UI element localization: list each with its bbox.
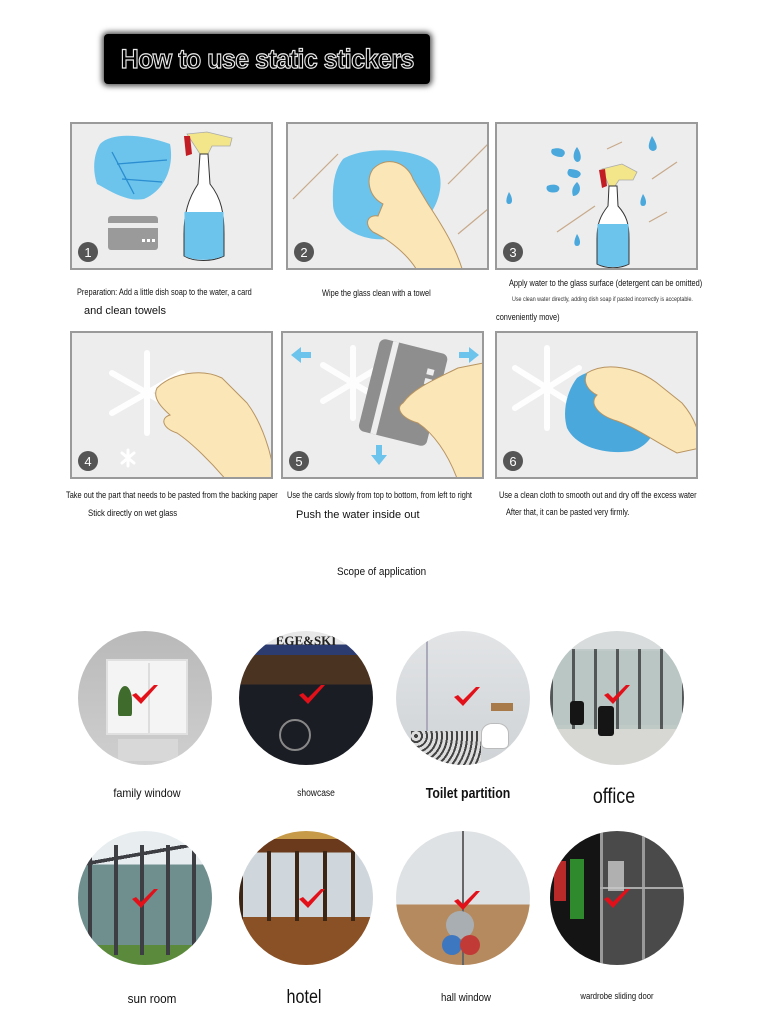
step-number-badge: 5 bbox=[289, 451, 309, 471]
wardrobe-sliding-door-photo bbox=[550, 831, 684, 965]
sun-room-photo bbox=[78, 831, 212, 965]
office-photo bbox=[550, 631, 684, 765]
scope-label-hotel: hotel bbox=[286, 987, 322, 1008]
checkmark-icon bbox=[602, 887, 632, 911]
card-squeegee-arrows-icon bbox=[283, 333, 484, 479]
step-number-badge: 4 bbox=[78, 451, 98, 471]
checkmark-icon bbox=[452, 685, 482, 709]
title-banner bbox=[104, 34, 430, 84]
step-number-badge: 3 bbox=[503, 242, 523, 262]
step-panel-2 bbox=[286, 122, 489, 270]
showcase-photo: EGE&SKI bbox=[239, 631, 373, 765]
step-4-caption-line-2: Stick directly on wet glass bbox=[88, 508, 178, 519]
scope-label-sun-room: sun room bbox=[127, 991, 177, 1006]
hall-window-photo bbox=[396, 831, 530, 965]
step-5-caption-line-2: Push the water inside out bbox=[296, 509, 420, 521]
spray-water-drops-icon bbox=[497, 124, 698, 270]
scope-label-hall-window: hall window bbox=[440, 992, 492, 1004]
step-number-badge: 6 bbox=[503, 451, 523, 471]
step-3-caption-line-2: Use clean water directly, adding dish soap if pasted incorrectly is acceptable. bbox=[512, 296, 693, 303]
scope-label-office: office bbox=[592, 785, 636, 808]
scope-label-family-window: family window bbox=[113, 786, 181, 800]
spray-bottle-towel-card-icon bbox=[72, 124, 273, 270]
cloth-dry-snowflake-icon bbox=[497, 333, 698, 479]
step-panel-5 bbox=[281, 331, 484, 479]
step-3-caption-line-3: conveniently move) bbox=[496, 312, 560, 322]
checkmark-icon bbox=[297, 683, 327, 707]
step-panel-3 bbox=[495, 122, 698, 270]
family-window-photo bbox=[78, 631, 212, 765]
step-4-caption-line-1: Take out the part that needs to be pasted from the backing paper bbox=[66, 490, 278, 500]
checkmark-icon bbox=[130, 683, 160, 707]
toilet-partition-photo bbox=[396, 631, 530, 765]
scope-label-wardrobe-sliding-door: wardrobe sliding door bbox=[580, 991, 654, 1001]
hand-wipe-towel-icon bbox=[288, 124, 489, 270]
scope-title: Scope of application bbox=[337, 566, 427, 578]
step-panel-6 bbox=[495, 331, 698, 479]
step-6-caption-line-1: Use a clean cloth to smooth out and dry off the excess water bbox=[499, 490, 697, 500]
checkmark-icon bbox=[130, 887, 160, 911]
step-1-caption-line-1: Preparation: Add a little dish soap to the water, a card bbox=[77, 287, 252, 297]
checkmark-icon bbox=[452, 889, 482, 913]
checkmark-icon bbox=[297, 887, 327, 911]
step-number-badge: 2 bbox=[294, 242, 314, 262]
step-panel-1 bbox=[70, 122, 273, 270]
step-5-caption-line-1: Use the cards slowly from top to bottom, from left to right bbox=[287, 490, 472, 500]
hand-place-snowflake-sticker-icon bbox=[72, 333, 273, 479]
step-2-caption: Wipe the glass clean with a towel bbox=[322, 288, 431, 298]
page-title: How to use static stickers bbox=[120, 43, 414, 74]
step-3-caption-line-1: Apply water to the glass surface (detergent can be omitted) bbox=[509, 278, 703, 288]
scope-label-toilet-partition: Toilet partition bbox=[425, 785, 511, 802]
step-1-caption-line-2: and clean towels bbox=[84, 305, 166, 317]
step-number-badge: 1 bbox=[78, 242, 98, 262]
scope-label-showcase: showcase bbox=[297, 788, 335, 799]
hotel-photo bbox=[239, 831, 373, 965]
checkmark-icon bbox=[602, 683, 632, 707]
step-panel-4 bbox=[70, 331, 273, 479]
step-6-caption-line-2: After that, it can be pasted very firmly. bbox=[506, 507, 630, 517]
